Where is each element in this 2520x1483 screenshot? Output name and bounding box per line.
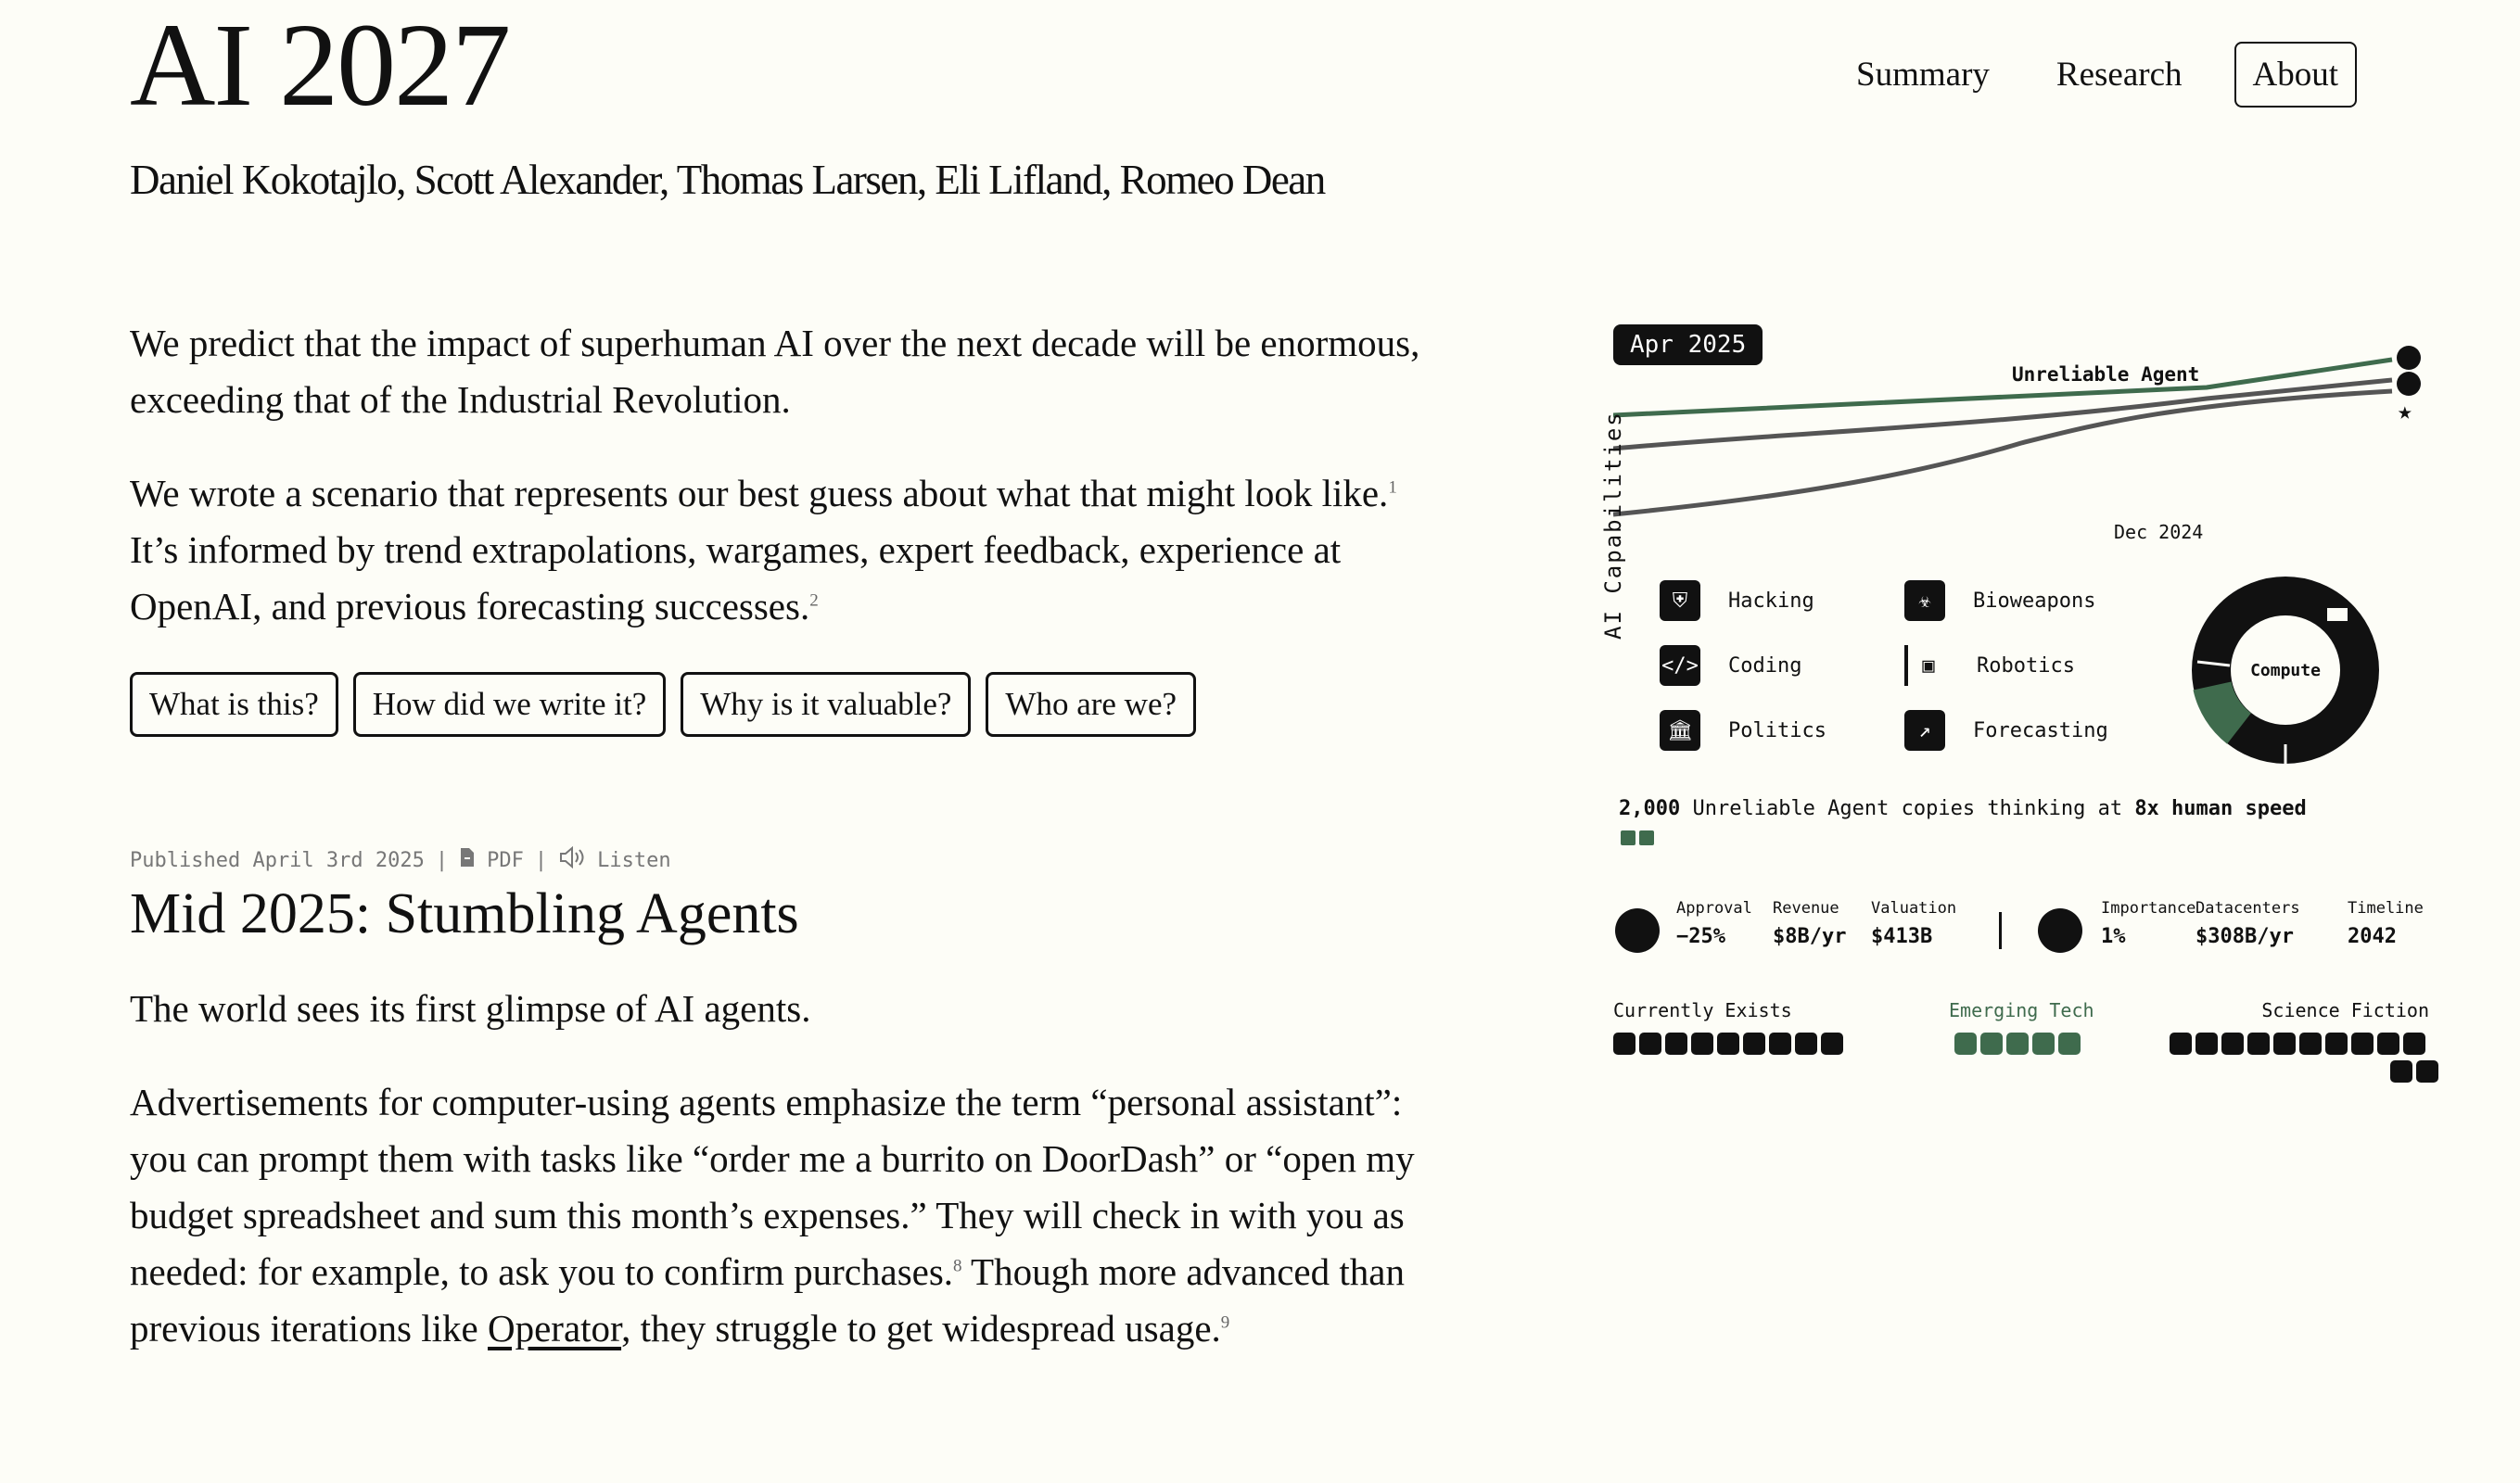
scenario-dashboard [1600, 315, 2429, 1131]
meta-separator: | [435, 848, 449, 872]
capability-bioweapons [1904, 580, 2095, 621]
page-title: AI 2027 [130, 0, 510, 131]
pdf-icon [459, 847, 476, 873]
capability-coding [1660, 645, 1801, 686]
capability-politics [1660, 710, 1826, 751]
capability-robotics [1904, 645, 2075, 686]
who-are-we-button[interactable]: Who are we? [986, 672, 1196, 737]
ai-capabilities-title: AI Capabilities [1600, 411, 1626, 640]
section-p2-text-c: , they struggle to get widespread usage. [621, 1307, 1221, 1350]
openai-logo-icon [2397, 346, 2421, 370]
globe-icon [2397, 372, 2421, 396]
intro-paragraph-2 [130, 465, 1446, 635]
stat-approval: Approval −25% [1676, 899, 1752, 948]
question-buttons [130, 672, 1446, 737]
section-paragraph-2 [130, 1074, 1446, 1357]
stat-timeline: Timeline 2042 [2348, 899, 2424, 948]
main-content [130, 315, 1446, 1394]
listen-link[interactable]: Listen [597, 848, 671, 872]
legend-science-fiction: Science Fiction [2261, 999, 2429, 1021]
science-fiction-squares-row2 [2390, 1060, 2438, 1083]
section-p2-text-b: Though more advanced than previous iterations like [130, 1250, 1405, 1350]
emerging-tech-squares [1954, 1033, 2081, 1055]
openai-logo-icon [1615, 908, 1660, 953]
section-title: Mid 2025: Stumbling Agents [130, 882, 799, 945]
copies-count: 2,000 [1619, 797, 1681, 820]
flag-icon [2327, 608, 2348, 621]
stat-revenue: Revenue $8B/yr [1773, 899, 1847, 948]
stats-row [1613, 899, 2429, 973]
nav-research[interactable]: Research [2055, 56, 2183, 94]
capability-label: Hacking [1728, 589, 1814, 613]
unreliable-agent-label: Unreliable Agent [2012, 363, 2200, 386]
speaker-icon [558, 846, 586, 874]
published-date: Published April 3rd 2025 [130, 848, 425, 872]
footnote-8[interactable]: 8 [953, 1256, 962, 1276]
operator-link[interactable]: Operator [488, 1307, 622, 1350]
compute-donut [2188, 573, 2383, 767]
agent-copies-text [1619, 797, 2307, 820]
capability-label: Politics [1728, 718, 1826, 742]
nav-about[interactable]: About [2234, 42, 2358, 108]
stat-datacenters: Datacenters $308B/yr [2195, 899, 2300, 948]
code-icon: </> [1660, 645, 1700, 686]
capability-label: Forecasting [1973, 718, 2108, 742]
date-badge: Apr 2025 [1613, 324, 1763, 365]
star-icon: ★ [2398, 398, 2412, 425]
meta-separator: | [534, 848, 548, 872]
authors: Daniel Kokotajlo, Scott Alexander, Thomas Larsen, Eli Lifland, Romeo Dean [130, 157, 1325, 203]
shield-icon: ⛨ [1660, 580, 1700, 621]
compute-label: Compute [2250, 661, 2321, 680]
capability-label: Bioweapons [1973, 589, 2096, 613]
legend-emerging-tech: Emerging Tech [1949, 999, 2094, 1021]
section-p2-text-a: Advertisements for computer-using agents emphasize the term “personal assistant”: you can prompt them with tasks like “order me a burrito on DoorDash” or “open my budget spreadsheet and sum this month’s expenses.” They will check in with you as needed: for example, to ask you to confirm purchases. [130, 1081, 1415, 1293]
what-is-this-button[interactable]: What is this? [130, 672, 338, 737]
how-did-we-write-button[interactable]: How did we write it? [353, 672, 666, 737]
speed-indicator [1621, 830, 1654, 845]
footnote-2[interactable]: 2 [809, 590, 819, 611]
dec-2024-label: Dec 2024 [2114, 521, 2204, 543]
speed-value: 8x human speed [2134, 797, 2307, 820]
trend-line-gray-1 [1613, 380, 2392, 449]
capability-forecasting [1904, 710, 2108, 751]
currently-exists-squares [1613, 1033, 1843, 1055]
why-valuable-button[interactable]: Why is it valuable? [681, 672, 971, 737]
section-paragraph-1: The world sees its first glimpse of AI agents. [130, 987, 811, 1030]
footnote-1[interactable]: 1 [1388, 477, 1397, 498]
trend-line-green [1613, 360, 2392, 415]
science-fiction-squares [2170, 1033, 2425, 1055]
stat-valuation: Valuation $413B [1871, 899, 1957, 948]
nav-summary[interactable]: Summary [1856, 56, 1990, 94]
trend-icon: ↗ [1904, 710, 1945, 751]
copies-text: Unreliable Agent copies thinking at [1680, 797, 2135, 820]
publish-meta [130, 846, 1446, 874]
intro-paragraph-1: We predict that the impact of superhuman AI over the next decade will be enormous, exceeding that of the Industrial Revolution. [130, 322, 1420, 421]
biohazard-icon: ☣ [1904, 580, 1945, 621]
robot-icon: ▣ [1904, 645, 1949, 686]
top-nav [1841, 42, 2357, 108]
pdf-link[interactable]: PDF [487, 848, 524, 872]
intro-p2-text-b: It’s informed by trend extrapolations, wargames, expert feedback, experience at OpenAI, and previous forecasting successes. [130, 528, 1342, 627]
stat-importance: Importance 1% [2101, 899, 2196, 948]
capability-label: Coding [1728, 653, 1802, 678]
footnote-9[interactable]: 9 [1220, 1312, 1230, 1333]
capability-label: Robotics [1977, 653, 2075, 678]
stats-divider [1999, 912, 2002, 949]
intro-p2-text-a: We wrote a scenario that represents our best guess about what that might look like. [130, 472, 1389, 514]
globe-icon [2038, 908, 2082, 953]
legend-currently-exists: Currently Exists [1613, 999, 1792, 1021]
government-icon: 🏛 [1660, 710, 1700, 751]
capability-hacking [1660, 580, 1814, 621]
